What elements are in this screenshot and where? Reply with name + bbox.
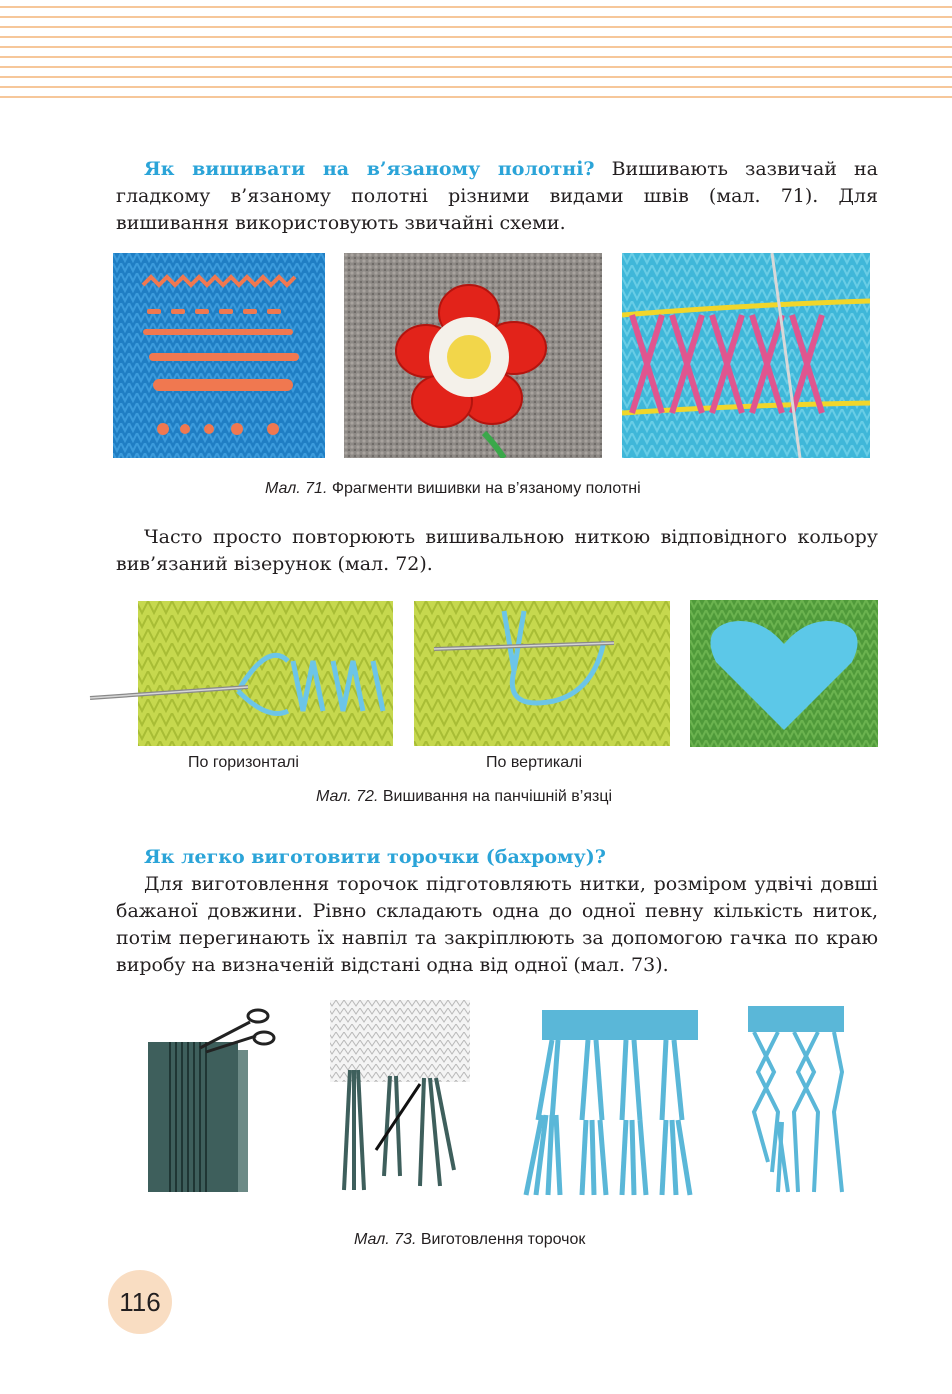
- page-number: 116: [108, 1270, 172, 1334]
- figure71-caption: Мал. 71. Фрагменти вишивки на в’язаному полотні: [265, 480, 641, 497]
- section-heading-embroidery: Як вишивати на в’язаному полотні?: [144, 158, 595, 180]
- stitch-samples-photo: [113, 253, 325, 458]
- figure73-caption: Мал. 73. Виготовлення торочок: [354, 1231, 586, 1248]
- hook-attaching-illustration: [320, 1000, 470, 1200]
- knotted-fringe-illustration: [738, 1002, 854, 1200]
- section-heading-fringe: Як легко виготовити торочки (бахрому)?: [144, 846, 606, 868]
- label-horizontal: По горизонталі: [188, 754, 299, 771]
- header-stripes: [0, 0, 952, 104]
- book-wrapping-illustration: [140, 1002, 280, 1202]
- intro-text: Вишивають зазвичай на гладкому в’язаному полотні різними видами швів (мал. 71). Для вишивання використовують звичайні схеми.: [116, 158, 878, 234]
- heart-knit-photo: [690, 600, 878, 747]
- intro-paragraph: [116, 156, 878, 237]
- flower-embroidery-photo: [344, 253, 602, 458]
- cross-stitch-photo: [622, 253, 870, 458]
- fringe-paragraph: Для виготовлення торочок підготовляють нитки, розміром удвічі довші бажаної довжини. Рівно складають одна до одної певну кількість ниток, потім перегинають їх навпіл та закріплюють за допомогою гачка по краю виробу на визначеній відстані одна від одної (мал. 73).: [116, 873, 878, 976]
- repeat-pattern-paragraph: Часто просто повторюють вишивальною ниткою відповідного кольору вив’язаний візерунок (мал. 72).: [116, 526, 878, 575]
- fringe-tassels-illustration: [522, 1000, 698, 1200]
- label-vertical: По вертикалі: [486, 754, 583, 771]
- vertical-stitch-illustration: [414, 601, 670, 746]
- figure72-caption: Мал. 72. Вишивання на панчішній в’язці: [316, 788, 613, 805]
- horizontal-stitch-illustration: [88, 601, 393, 746]
